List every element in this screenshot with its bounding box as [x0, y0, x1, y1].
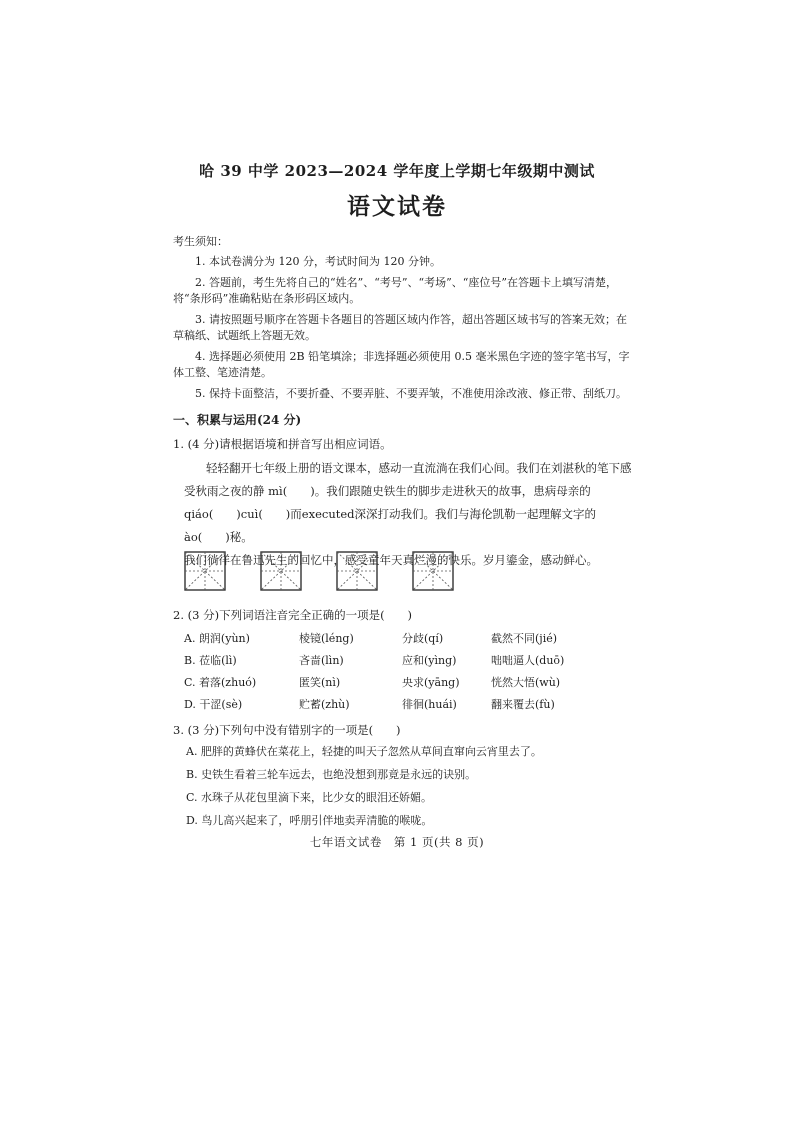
- question-2-stem: 2. (3 分)下列词语注音完全正确的一项是( ): [173, 608, 413, 622]
- option-d-word-2: 贮蓄(zhù): [299, 698, 350, 711]
- option-a-word-3: 分歧(qí): [402, 632, 444, 645]
- option-c-word-4: 恍然大悟(wù): [491, 676, 561, 689]
- passage-line: 轻轻翻开七年级上册的语文课本，感动一直流淌在我们心间。我们在刘湛秋的笔下感: [206, 461, 632, 475]
- passage-line: 我们徜徉在鲁迅先生的回忆中，感受童年天真烂漫的快乐。岁月鎏金，感动鲜心。: [184, 553, 598, 567]
- notes-item: 5. 保持卡面整洁，不要折叠、不要弄脏、不要弄皱，不准使用涂改液、修正带、刮纸刀。: [195, 387, 627, 400]
- option-c-word-1[interactable]: C. 着落(zhuó): [184, 676, 257, 689]
- section-heading: 一、积累与运用(24 分): [173, 413, 302, 427]
- page-footer: 七年语文试卷 第 1 页(共 8 页): [309, 835, 485, 849]
- exam-subtitle: 语文试卷: [347, 193, 447, 220]
- candidate-notes: [173, 234, 633, 407]
- exam-title: 哈 39 中学 2023—2024 学年度上学期七年级期中测试: [199, 162, 595, 180]
- notes-item: 3. 请按照题号顺序在答题卡各题目的答题区域内作答，超出答题区域书写的答案无效；在草稿纸、试题纸上答题无效。: [173, 313, 627, 342]
- option-b-word-1[interactable]: B. 莅临(lì): [184, 654, 237, 667]
- question-3-stem: 3. (3 分)下列句中没有错别字的一项是( ): [173, 723, 401, 737]
- question-3-options: [186, 740, 542, 832]
- option-d-word-3: 徘徊(huái): [402, 698, 457, 711]
- option-c-word-2: 匿笑(nì): [299, 676, 341, 689]
- writing-grid-box[interactable]: [260, 551, 302, 591]
- notes-heading: 考生须知：: [173, 235, 228, 248]
- option-d[interactable]: D. 鸟儿高兴起来了，呼朋引伴地卖弄清脆的喉咙。: [186, 814, 433, 827]
- option-b-word-3: 应和(yìng): [402, 654, 457, 667]
- option-c-word-3: 央求(yāng): [402, 676, 460, 689]
- notes-item: 4. 选择题必须使用 2B 铅笔填涂；非选择题必须使用 0.5 毫米黑色字迹的签字笔书写，字体工整、笔迹清楚。: [173, 350, 630, 379]
- notes-item: 2. 答题前，考生先将自己的“姓名”、“考号”、“考场”、“座位号”在答题卡上填写清楚，将“条形码”准确粘贴在条形码区域内。: [173, 276, 617, 305]
- notes-item: 1. 本试卷满分为 120 分，考试时间为 120 分钟。: [195, 255, 441, 268]
- passage-line: 受秋雨之夜的静 mì( )。我们跟随史铁生的脚步走进秋天的故事，患病母亲的: [184, 484, 591, 498]
- option-a-word-2: 棱镜(léng): [299, 632, 354, 645]
- option-a-word-1[interactable]: A. 朗润(yùn): [184, 632, 250, 645]
- option-b[interactable]: B. 史铁生看着三轮车远去，也绝没想到那竟是永远的诀别。: [186, 768, 477, 781]
- writing-grid-box[interactable]: [184, 551, 226, 591]
- option-a[interactable]: A. 肥胖的黄蜂伏在菜花上，轻捷的叫天子忽然从草间直窜向云宵里去了。: [186, 745, 542, 758]
- writing-grid-box[interactable]: [412, 551, 454, 591]
- option-d-word-1[interactable]: D. 干涩(sè): [184, 698, 243, 711]
- option-b-word-2: 吝啬(lìn): [299, 654, 344, 667]
- writing-grid-box[interactable]: [336, 551, 378, 591]
- option-b-word-4: 咄咄逼人(duō): [491, 654, 565, 667]
- option-c[interactable]: C. 水珠子从花包里滴下来，比少女的眼泪还娇媚。: [186, 791, 433, 804]
- option-a-word-4: 截然不同(jié): [491, 632, 558, 645]
- question-1-stem: 1. (4 分)请根据语境和拼音写出相应词语。: [173, 437, 392, 451]
- writing-grids: [184, 551, 604, 593]
- passage-line: qiáo( )cuì( )而executed深深打动我们。我们与海伦凯勒一起理解文字的 ào( )秘。: [184, 507, 597, 544]
- option-d-word-4: 翻来覆去(fù): [491, 698, 555, 711]
